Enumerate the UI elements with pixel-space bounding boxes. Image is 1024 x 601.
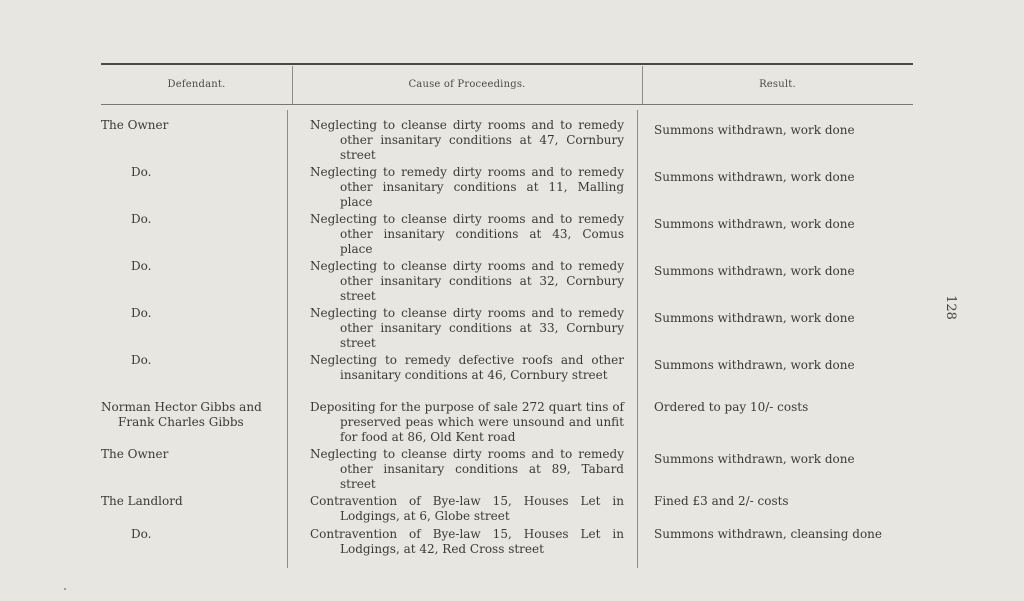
cause-cell: Neglecting to cleanse dirty rooms and to remedy other insanitary conditions at 33, Cornbury street (310, 306, 624, 350)
result-cell: Summons withdrawn, work done (654, 264, 855, 278)
defendant-cell: The Owner (101, 447, 169, 461)
table-row (0, 306, 1024, 353)
table-row (0, 494, 1024, 527)
cause-cell: Neglecting to remedy dirty rooms and to remedy other insanitary conditions at 11, Malling place (310, 165, 624, 209)
defendant-cell: The Landlord (101, 494, 183, 508)
table-header-rule (101, 104, 913, 105)
table-row (0, 447, 1024, 494)
result-cell: Summons withdrawn, work done (654, 123, 855, 137)
result-cell: Summons withdrawn, work done (654, 170, 855, 184)
table-row (0, 400, 1024, 447)
defendant-cell: The Owner (101, 118, 169, 132)
result-cell: Summons withdrawn, work done (654, 452, 855, 466)
cause-cell: Neglecting to cleanse dirty rooms and to remedy other insanitary conditions at 43, Comus place (310, 212, 624, 256)
defendant-line-2: Frank Charles Gibbs (118, 415, 244, 429)
table-top-rule (101, 63, 913, 65)
table-row (0, 165, 1024, 212)
result-cell: Summons withdrawn, work done (654, 217, 855, 231)
cause-cell: Contravention of Bye-law 15, Houses Let in Lodgings, at 6, Globe street (310, 494, 624, 523)
defendant-cell: Do. (131, 527, 152, 541)
result-cell: Summons withdrawn, cleansing done (654, 527, 882, 541)
table-row (0, 259, 1024, 306)
defendant-cell: Do. (131, 259, 152, 273)
table-row (0, 527, 1024, 560)
table-row (0, 353, 1024, 400)
table-row (0, 212, 1024, 259)
defendant-cell: Do. (131, 165, 152, 179)
result-cell: Summons withdrawn, work done (654, 358, 855, 372)
result-cell: Fined £3 and 2/- costs (654, 494, 789, 508)
header-result: Result. (759, 79, 796, 90)
cause-cell: Neglecting to remedy defective roofs and other insanitary conditions at 46, Cornbury street (310, 353, 624, 382)
defendant-cell (101, 400, 286, 430)
defendant-cell: Do. (131, 306, 152, 320)
header-defendant: Defendant. (167, 79, 226, 90)
cause-cell: Neglecting to cleanse dirty rooms and to remedy other insanitary conditions at 32, Cornbury street (310, 259, 624, 303)
cause-cell: Neglecting to cleanse dirty rooms and to remedy other insanitary conditions at 47, Cornbury street (310, 118, 624, 162)
paper-speck (64, 588, 66, 590)
header-cause: Cause of Proceedings. (408, 79, 526, 90)
result-cell: Ordered to pay 10/- costs (654, 400, 809, 414)
cause-cell: Depositing for the purpose of sale 272 quart tins of preserved peas which were unsound and unfit for food at 86, Old Kent road (310, 400, 624, 444)
result-cell: Summons withdrawn, work done (654, 311, 855, 325)
table-row (0, 118, 1024, 165)
defendant-cell: Do. (131, 212, 152, 226)
page-number: 128 (942, 295, 958, 320)
cause-cell: Contravention of Bye-law 15, Houses Let in Lodgings, at 42, Red Cross street (310, 527, 624, 556)
cause-cell: Neglecting to cleanse dirty rooms and to remedy other insanitary conditions at 89, Tabard street (310, 447, 624, 491)
defendant-cell: Do. (131, 353, 152, 367)
defendant-line-1: Norman Hector Gibbs and (101, 400, 262, 414)
table-body (0, 118, 1024, 560)
